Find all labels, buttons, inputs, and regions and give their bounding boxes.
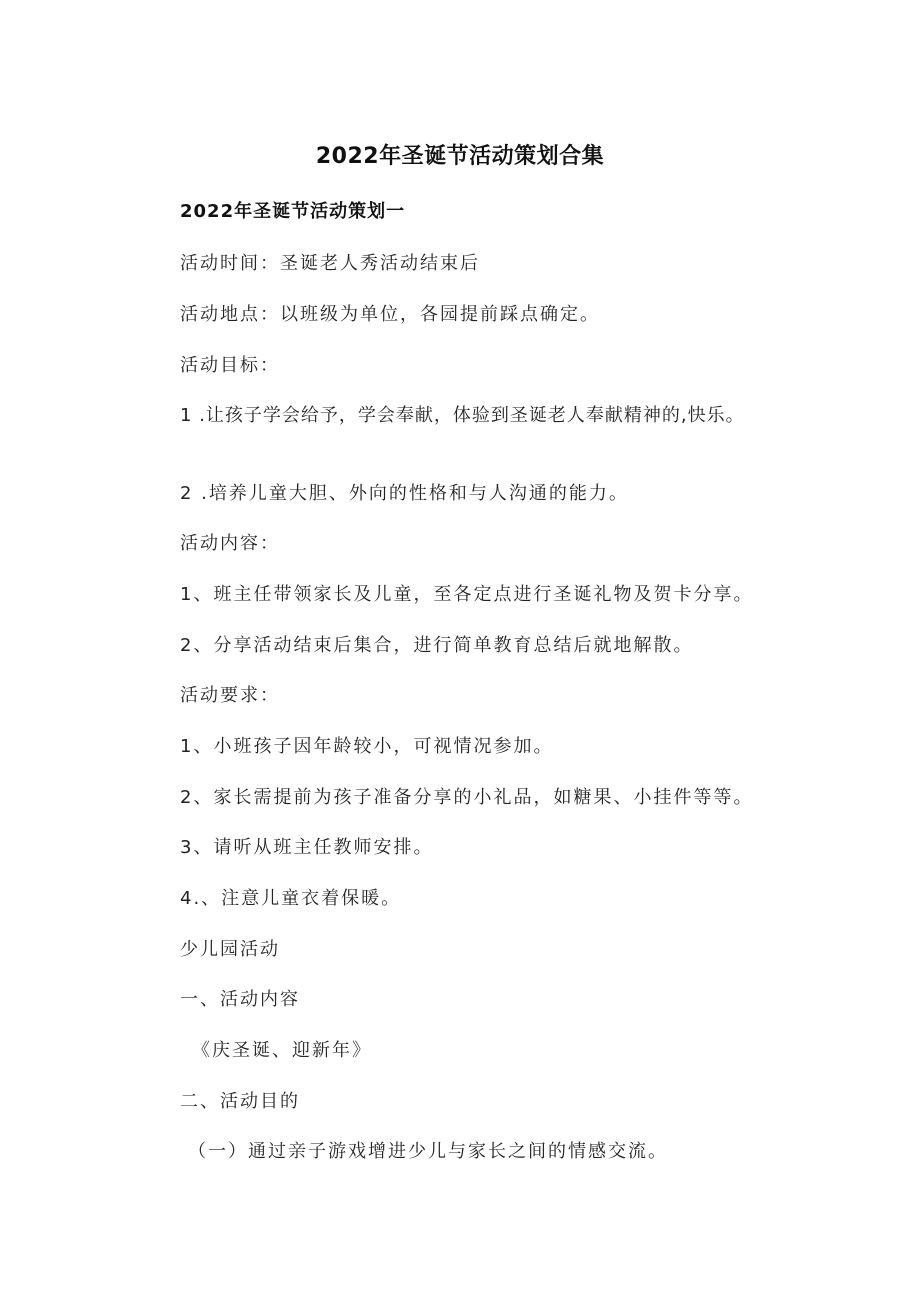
paragraph-requirement-2: 2、家长需提前为孩子准备分享的小礼品，如糖果、小挂件等等。 xyxy=(180,787,754,808)
heading-activity-goals: 活动目标： xyxy=(180,355,280,376)
heading-section-1: 一、活动内容 xyxy=(180,989,300,1010)
paragraph-purpose-1: （一）通过亲子游戏增进少儿与家长之间的情感交流。 xyxy=(188,1141,668,1162)
paragraph-goal-1: 1 .让孩子学会给予，学会奉献，体验到圣诞老人奉献精神的,快乐。 xyxy=(180,405,745,426)
paragraph-activity-name: 《庆圣诞、迎新年》 xyxy=(192,1040,372,1061)
paragraph-requirement-4: 4.、注意儿童衣着保暖。 xyxy=(180,888,402,909)
heading-activity-requirements: 活动要求： xyxy=(180,685,280,706)
paragraph-requirement-3: 3、请听从班主任教师安排。 xyxy=(180,837,434,858)
heading-section-2: 二、活动目的 xyxy=(180,1091,300,1112)
paragraph-activity-location: 活动地点：以班级为单位，各园提前踩点确定。 xyxy=(180,304,600,325)
document-title: 2022年圣诞节活动策划合集 xyxy=(315,144,605,169)
paragraph-requirement-1: 1、小班孩子因年龄较小，可视情况参加。 xyxy=(180,736,554,757)
paragraph-goal-2: 2 .培养儿童大胆、外向的性格和与人沟通的能力。 xyxy=(180,483,629,504)
paragraph-content-1: 1、班主任带领家长及儿童，至各定点进行圣诞礼物及贺卡分享。 xyxy=(180,584,754,605)
section-title: 2022年圣诞节活动策划一 xyxy=(180,201,406,222)
paragraph-content-2: 2、分享活动结束后集合，进行简单教育总结后就地解散。 xyxy=(180,635,694,656)
heading-activity-content: 活动内容： xyxy=(180,533,280,554)
paragraph-activity-time: 活动时间：圣诞老人秀活动结束后 xyxy=(180,253,480,274)
heading-kindergarten-activity: 少儿园活动 xyxy=(180,939,280,960)
